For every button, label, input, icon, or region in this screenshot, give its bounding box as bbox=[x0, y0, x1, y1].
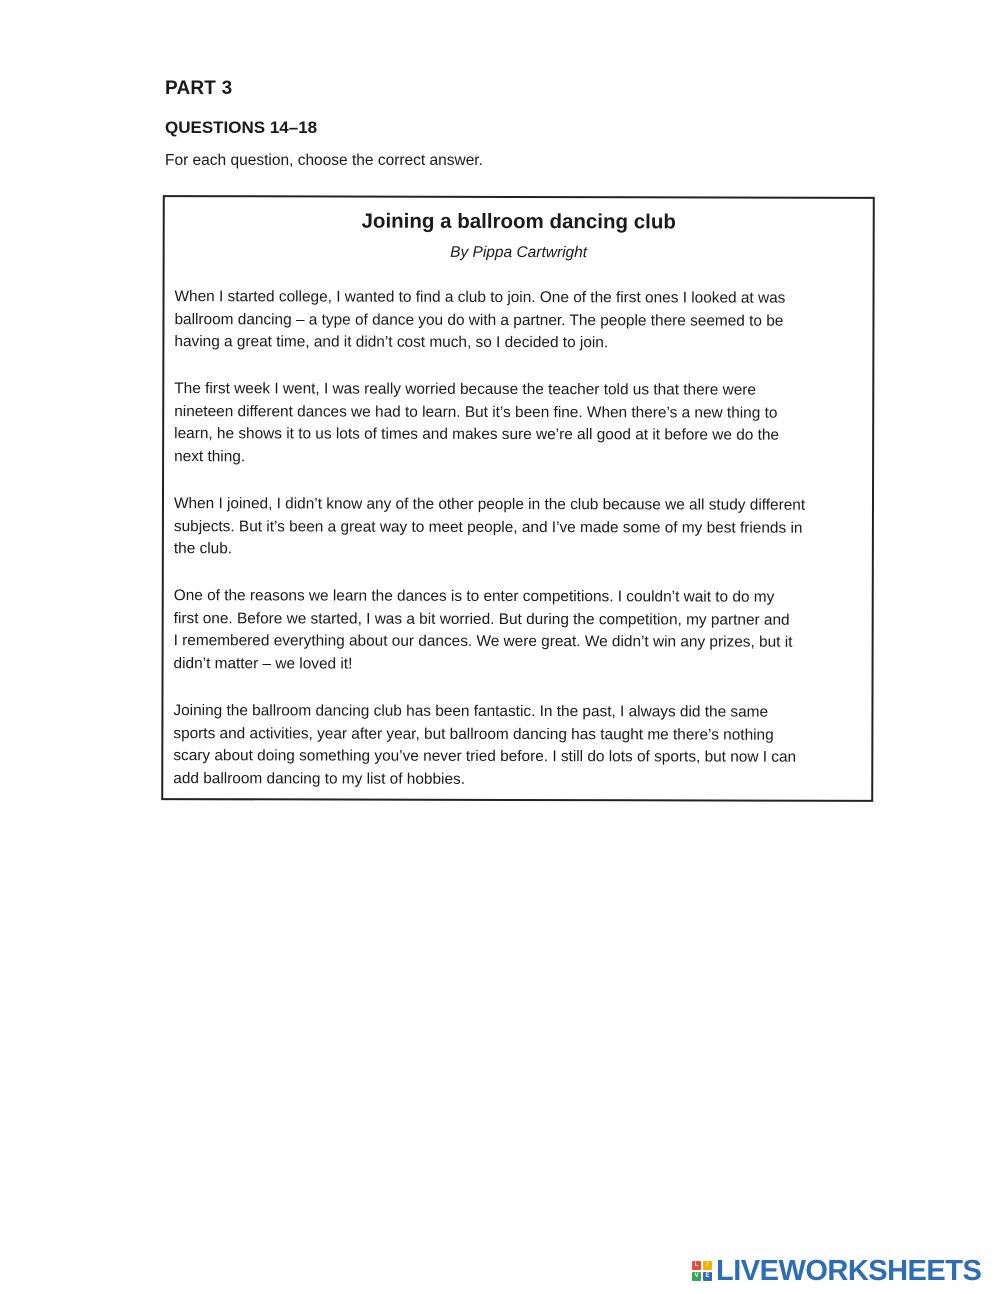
liveworksheets-logo-icon bbox=[692, 1261, 712, 1281]
instruction-text: For each question, choose the correct answer. bbox=[165, 152, 483, 169]
paragraph-line: I remembered everything about our dances. We were great. We didn’t win any prizes, but it bbox=[173, 632, 793, 651]
article-byline: By Pippa Cartwright bbox=[450, 243, 588, 262]
logo-letter: L bbox=[692, 1261, 701, 1270]
paragraph-line: sports and activities, year after year, but ballroom dancing has taught me there’s nothing bbox=[173, 724, 774, 744]
questions-title: QUESTIONS 14–18 bbox=[165, 118, 318, 137]
paragraph-line: ballroom dancing – a type of dance you do with a partner. The people there seemed to be bbox=[174, 310, 784, 330]
article-paragraph bbox=[174, 585, 864, 677]
logo-letter: I bbox=[703, 1261, 712, 1270]
paragraph-line: the club. bbox=[173, 540, 233, 558]
article-box bbox=[161, 195, 875, 802]
article-paragraph bbox=[173, 700, 863, 792]
paragraph-line: Joining the ballroom dancing club has been fantastic. In the past, I always did the same bbox=[173, 702, 769, 721]
paragraph-line: didn’t matter – we loved it! bbox=[173, 654, 353, 673]
paragraph-line: next thing. bbox=[174, 447, 246, 465]
liveworksheets-brand[interactable] bbox=[692, 1255, 981, 1287]
part-title: PART 3 bbox=[165, 78, 233, 99]
logo-letter: V bbox=[692, 1272, 701, 1281]
logo-letter: E bbox=[703, 1272, 712, 1281]
paragraph-line: first one. Before we started, I was a bit worried. But during the competition, my partner and bbox=[173, 609, 790, 629]
paragraph-line: having a great time, and it didn’t cost much, so I decided to join. bbox=[174, 333, 609, 352]
article-title: Joining a ballroom dancing club bbox=[361, 209, 676, 234]
paragraph-line: learn, he shows it to us lots of times and makes sure we’re all good at it before we do the bbox=[174, 425, 780, 444]
paragraph-line: scary about doing something you’ve never tried before. I still do lots of sports, but now I can bbox=[173, 747, 797, 766]
paragraph-line: add ballroom dancing to my list of hobbies. bbox=[173, 769, 466, 788]
paragraph-line: nineteen different dances we had to learn. But it’s been fine. When there’s a new thing to bbox=[174, 402, 778, 422]
paragraph-line: One of the reasons we learn the dances is to enter competitions. I couldn’t wait to do my bbox=[173, 587, 775, 606]
paragraph-line: When I joined, I didn’t know any of the other people in the club because we all study different bbox=[173, 495, 806, 514]
article-paragraph bbox=[174, 286, 864, 355]
paragraph-line: subjects. But it’s been a great way to meet people, and I’ve made some of my best friends in bbox=[173, 517, 803, 537]
article-paragraph bbox=[174, 493, 864, 562]
paragraph-line: The first week I went, I was really worried because the teacher told us that there were bbox=[174, 380, 757, 399]
paragraph-line: When I started college, I wanted to find a club to join. One of the first ones I looked at was bbox=[174, 288, 786, 307]
article-paragraph bbox=[174, 378, 864, 470]
brand-name: LIVEWORKSHEETS bbox=[716, 1254, 982, 1287]
